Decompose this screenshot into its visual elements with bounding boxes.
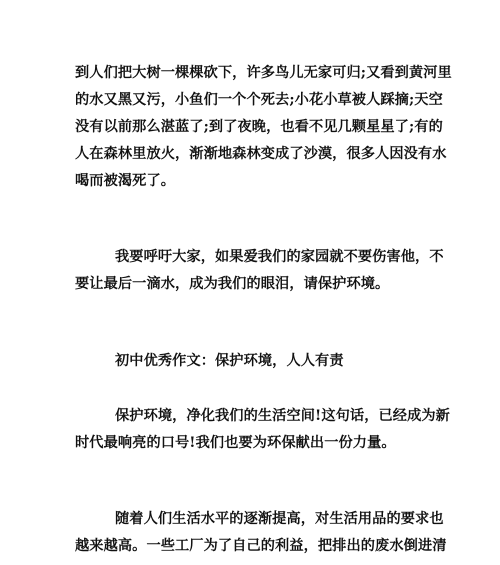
text-line-9: 保护环境，净化我们的生活空间!这句话，已经成为新 — [115, 408, 450, 424]
text-line-11: 随着人们生活水平的逐渐提高，对生活用品的要求也 — [115, 511, 444, 527]
text-line-7: 要让最后一滴水，成为我们的眼泪，请保护环境。 — [75, 276, 390, 292]
text-line-5: 喝而被渴死了。 — [75, 173, 176, 189]
text-line-4: 人在森林里放火，渐渐地森林变成了沙漠，很多人因没有水 — [75, 146, 447, 162]
section-heading: 初中优秀作文：保护环境，人人有责 — [115, 353, 344, 369]
text-line-3: 没有以前那么湛蓝了;到了夜晚，也看不见几颗星星了;有的 — [75, 119, 443, 135]
text-line-6: 我要呼吁大家，如果爱我们的家园就不要伤害他，不 — [115, 249, 444, 265]
text-line-2: 的水又黑又污，小鱼们一个个死去;小花小草被人踩摘;天空 — [75, 92, 443, 108]
text-line-10: 时代最响亮的口号!我们也要为环保献出一份力量。 — [75, 435, 396, 451]
text-line-12: 越来越高。一些工厂为了自己的利益，把排出的废水倒进清 — [75, 538, 447, 554]
text-line-1: 到人们把大树一棵棵砍下，许多鸟儿无家可归;又看到黄河里 — [75, 65, 452, 81]
